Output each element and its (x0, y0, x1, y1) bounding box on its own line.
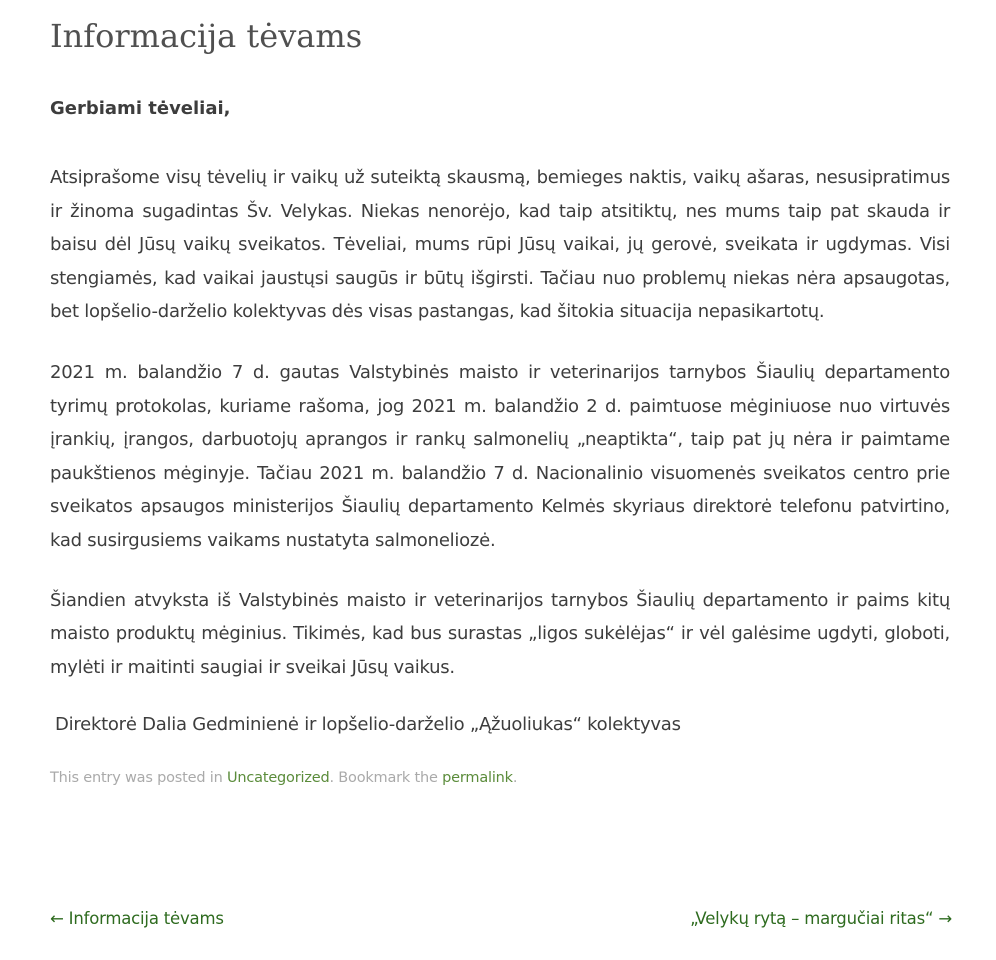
page-title: Informacija tėvams (50, 17, 363, 55)
post-navigation (50, 907, 952, 931)
greeting-text: Gerbiami tėveliai, (50, 98, 231, 119)
meta-middle: . Bookmark the (329, 770, 443, 787)
entry-meta (50, 768, 950, 788)
previous-post-link[interactable]: ← Informacija tėvams (50, 909, 224, 928)
permalink-link[interactable]: permalink (442, 770, 513, 787)
meta-prefix: This entry was posted in (50, 770, 227, 787)
post-article (50, 0, 950, 788)
category-link[interactable]: Uncategorized (226, 770, 330, 787)
paragraph-protocol: 2021 m. balandžio 7 d. gautas Valstybinės maisto ir veterinarijos tarnybos Šiaulių departamento tyrimų protokolas, kuriame rašoma, jog 2021 m. balandžio 2 d. paimtuose mėginiuose nuo virtuvės įrankių, įrangos, darbuotojų aprangos ir rankų salmonelių „neaptikta“, taip pat jų nėra ir paimtame paukštienos mėginyje. Tačiau 2021 m. balandžio 7 d. Nacionalinio visuomenės sveikatos centro prie sveikatos apsaugos ministerijos Šiaulių departamento Kelmės skyriaus direktorė telefonu patvirtino, kad susirgusiems vaikams nustatyta salmoneliozė. (50, 361, 950, 551)
signature-text: Direktorė Dalia Gedminienė ir lopšelio-darželio „Ąžuoliukas“ kolektyvas (55, 714, 681, 736)
paragraph-apology: Atsiprašome visų tėvelių ir vaikų už suteiktą skausmą, bemieges naktis, vaikų ašaras, nesusipratimus ir žinoma sugadintas Šv. Velykas. Niekas nenorėjo, kad taip atsitiktų, nes mums taip pat skauda ir baisu dėl Jūsų vaikų sveikatos. Tėveliai, mums rūpi Jūsų vaikai, jų gerovė, sveikata ir ugdymas. Visi stengiamės, kad vaikai jaustųsi saugūs ir būtų išgirsti. Tačiau nuo problemų niekas nėra apsaugotas, bet lopšelio-darželio kolektyvas dės visas pastangas, kad šitokia situacija nepasikartotų. (50, 167, 950, 323)
meta-suffix: . (512, 770, 518, 787)
next-post-link[interactable]: „Velykų rytą – margučiai ritas“ → (690, 909, 952, 928)
paragraph-today: Šiandien atvyksta iš Valstybinės maisto ir veterinarijos tarnybos Šiaulių departamento ir paims kitų maisto produktų mėginius. Tikimės, kad bus surastas „ligos sukėlėjas“ ir vėl galėsime ugdyti, globoti, mylėti ir maitinti saugiai ir sveikai Jūsų vaikus. (50, 589, 950, 678)
